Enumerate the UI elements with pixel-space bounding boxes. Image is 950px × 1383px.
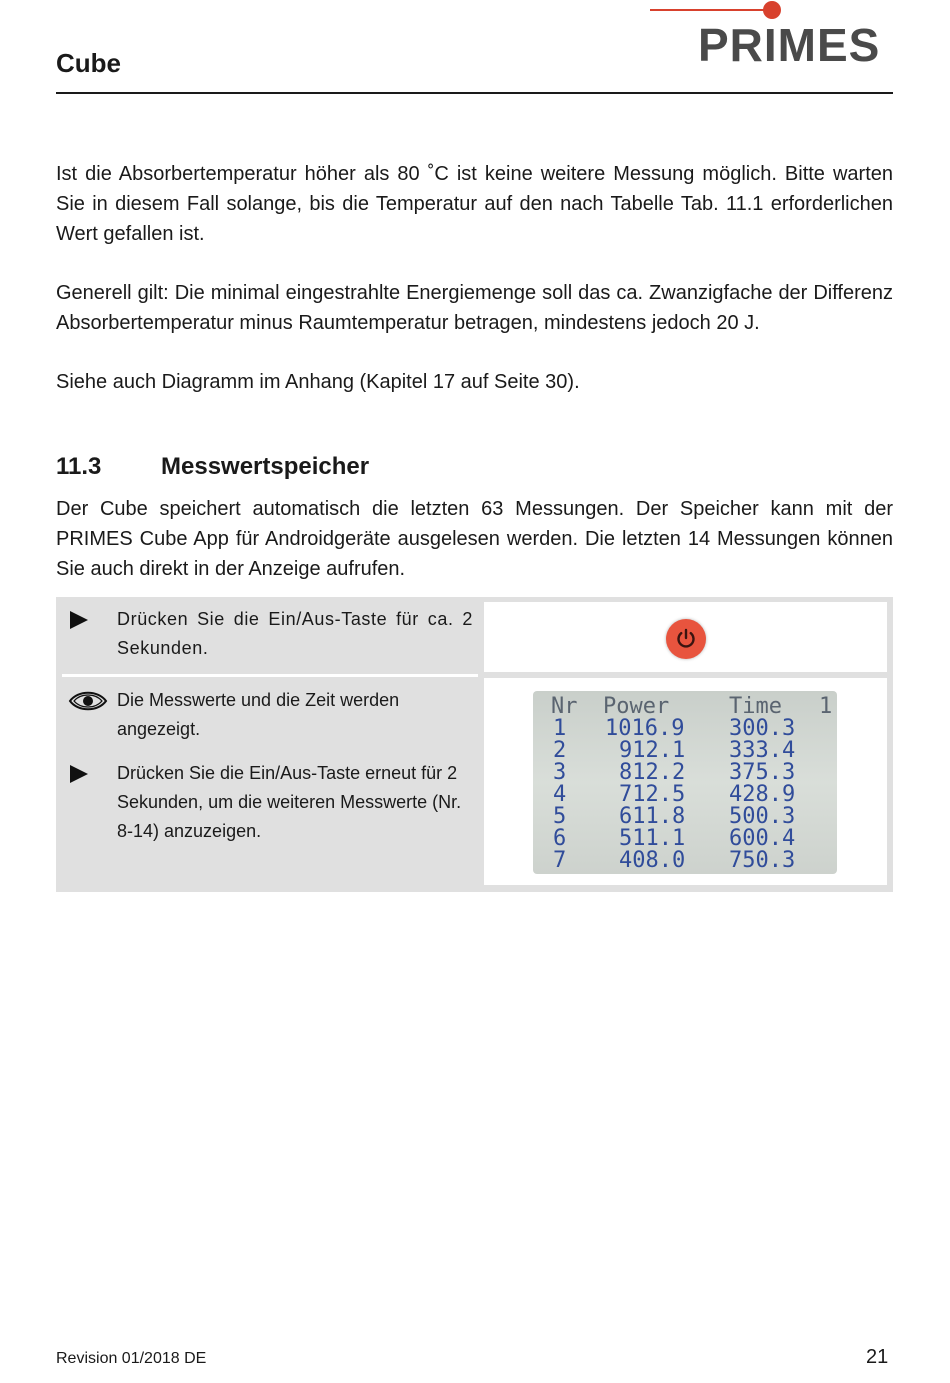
page-number: 21 [866,1346,889,1368]
lcd-display [533,691,837,874]
lcd-time: 375.3 [729,760,796,785]
paragraph-reference: Siehe auch Diagramm im Anhang (Kapitel 17 auf Seite 30). [56,371,580,393]
lcd-row [533,848,837,873]
lcd-nr: 1 [553,716,567,741]
lcd-nr: 7 [553,848,567,873]
row-divider [62,674,478,677]
lcd-power: 1016.9 [605,716,685,741]
step-press-again: Drücken Sie die Ein/Aus-Taste erneut für 2 Sekunden, um die weiteren Messwerte (Nr. 8-14) anzuzeigen. [117,763,462,841]
lcd-header-page: 1 [819,694,833,719]
lcd-nr: 3 [553,760,567,785]
lcd-header-power: Power [603,694,670,719]
logo-dot [763,1,781,19]
lcd-power: 408.0 [619,848,686,873]
logo-text: PRIMES [698,19,881,71]
lcd-row [533,826,837,851]
lcd-time: 500.3 [729,804,796,829]
paragraph-temperature: Ist die Absorbertemperatur höher als 80 ˚C ist keine weitere Messung möglich. Bitte warten Sie in diesem Fall solange, bis die Temperatur auf den nach Tabelle Tab. 11.1 erforderlichen Wert gefallen ist. [56,163,893,245]
logo-line [650,9,770,11]
lcd-nr: 4 [553,782,567,807]
lcd-row [533,738,837,763]
paragraph-energy: Generell gilt: Die minimal eingestrahlte Energiemenge soll das ca. Zwanzigfache der Differenz Absorbertemperatur minus Raumtemperatur betragen, mindestens jedoch 20 J. [56,282,893,334]
paragraph-memory: Der Cube speichert automatisch die letzten 63 Messungen. Der Speicher kann mit der PRIMES Cube App für Androidgeräte ausgelesen werden. Die letzten 14 Messungen können Sie auch direkt in der Anzeige aufrufen. [56,498,893,580]
lcd-header-time: Time [729,694,782,719]
lcd-row [533,716,837,741]
lcd-nr: 2 [553,738,567,763]
lcd-power: 712.5 [619,782,686,807]
lcd-time: 428.9 [729,782,796,807]
section-number: 11.3 [56,453,102,480]
footer-revision: Revision 01/2018 DE [56,1350,207,1367]
lcd-nr: 6 [553,826,567,851]
step-press-button: Drücken Sie die Ein/Aus-Taste für ca. 2 Sekunden. [117,609,473,658]
lcd-time: 750.3 [729,848,796,873]
header-rule [56,92,893,94]
lcd-nr: 5 [553,804,567,829]
lcd-time: 300.3 [729,716,796,741]
lcd-time: 600.4 [729,826,796,851]
lcd-power: 812.2 [619,760,686,785]
lcd-row [533,804,837,829]
section-title: Messwertspeicher [161,453,370,480]
lcd-header-nr: Nr [551,694,578,719]
lcd-row [533,782,837,807]
play-triangle-icon [70,611,88,629]
power-icon [674,627,698,651]
lcd-power: 912.1 [619,738,686,763]
instruction-table [56,597,893,892]
primes-logo [650,0,895,70]
lcd-header-row [533,694,837,719]
power-button [666,619,706,659]
lcd-power: 511.1 [619,826,686,851]
play-triangle-icon [70,765,88,783]
eye-icon [68,689,108,713]
page-header-title: Cube [56,48,121,78]
lcd-row [533,760,837,785]
lcd-time: 333.4 [729,738,796,763]
lcd-power: 611.8 [619,804,686,829]
step-values-shown: Die Messwerte und die Zeit werden angezeigt. [117,690,400,739]
